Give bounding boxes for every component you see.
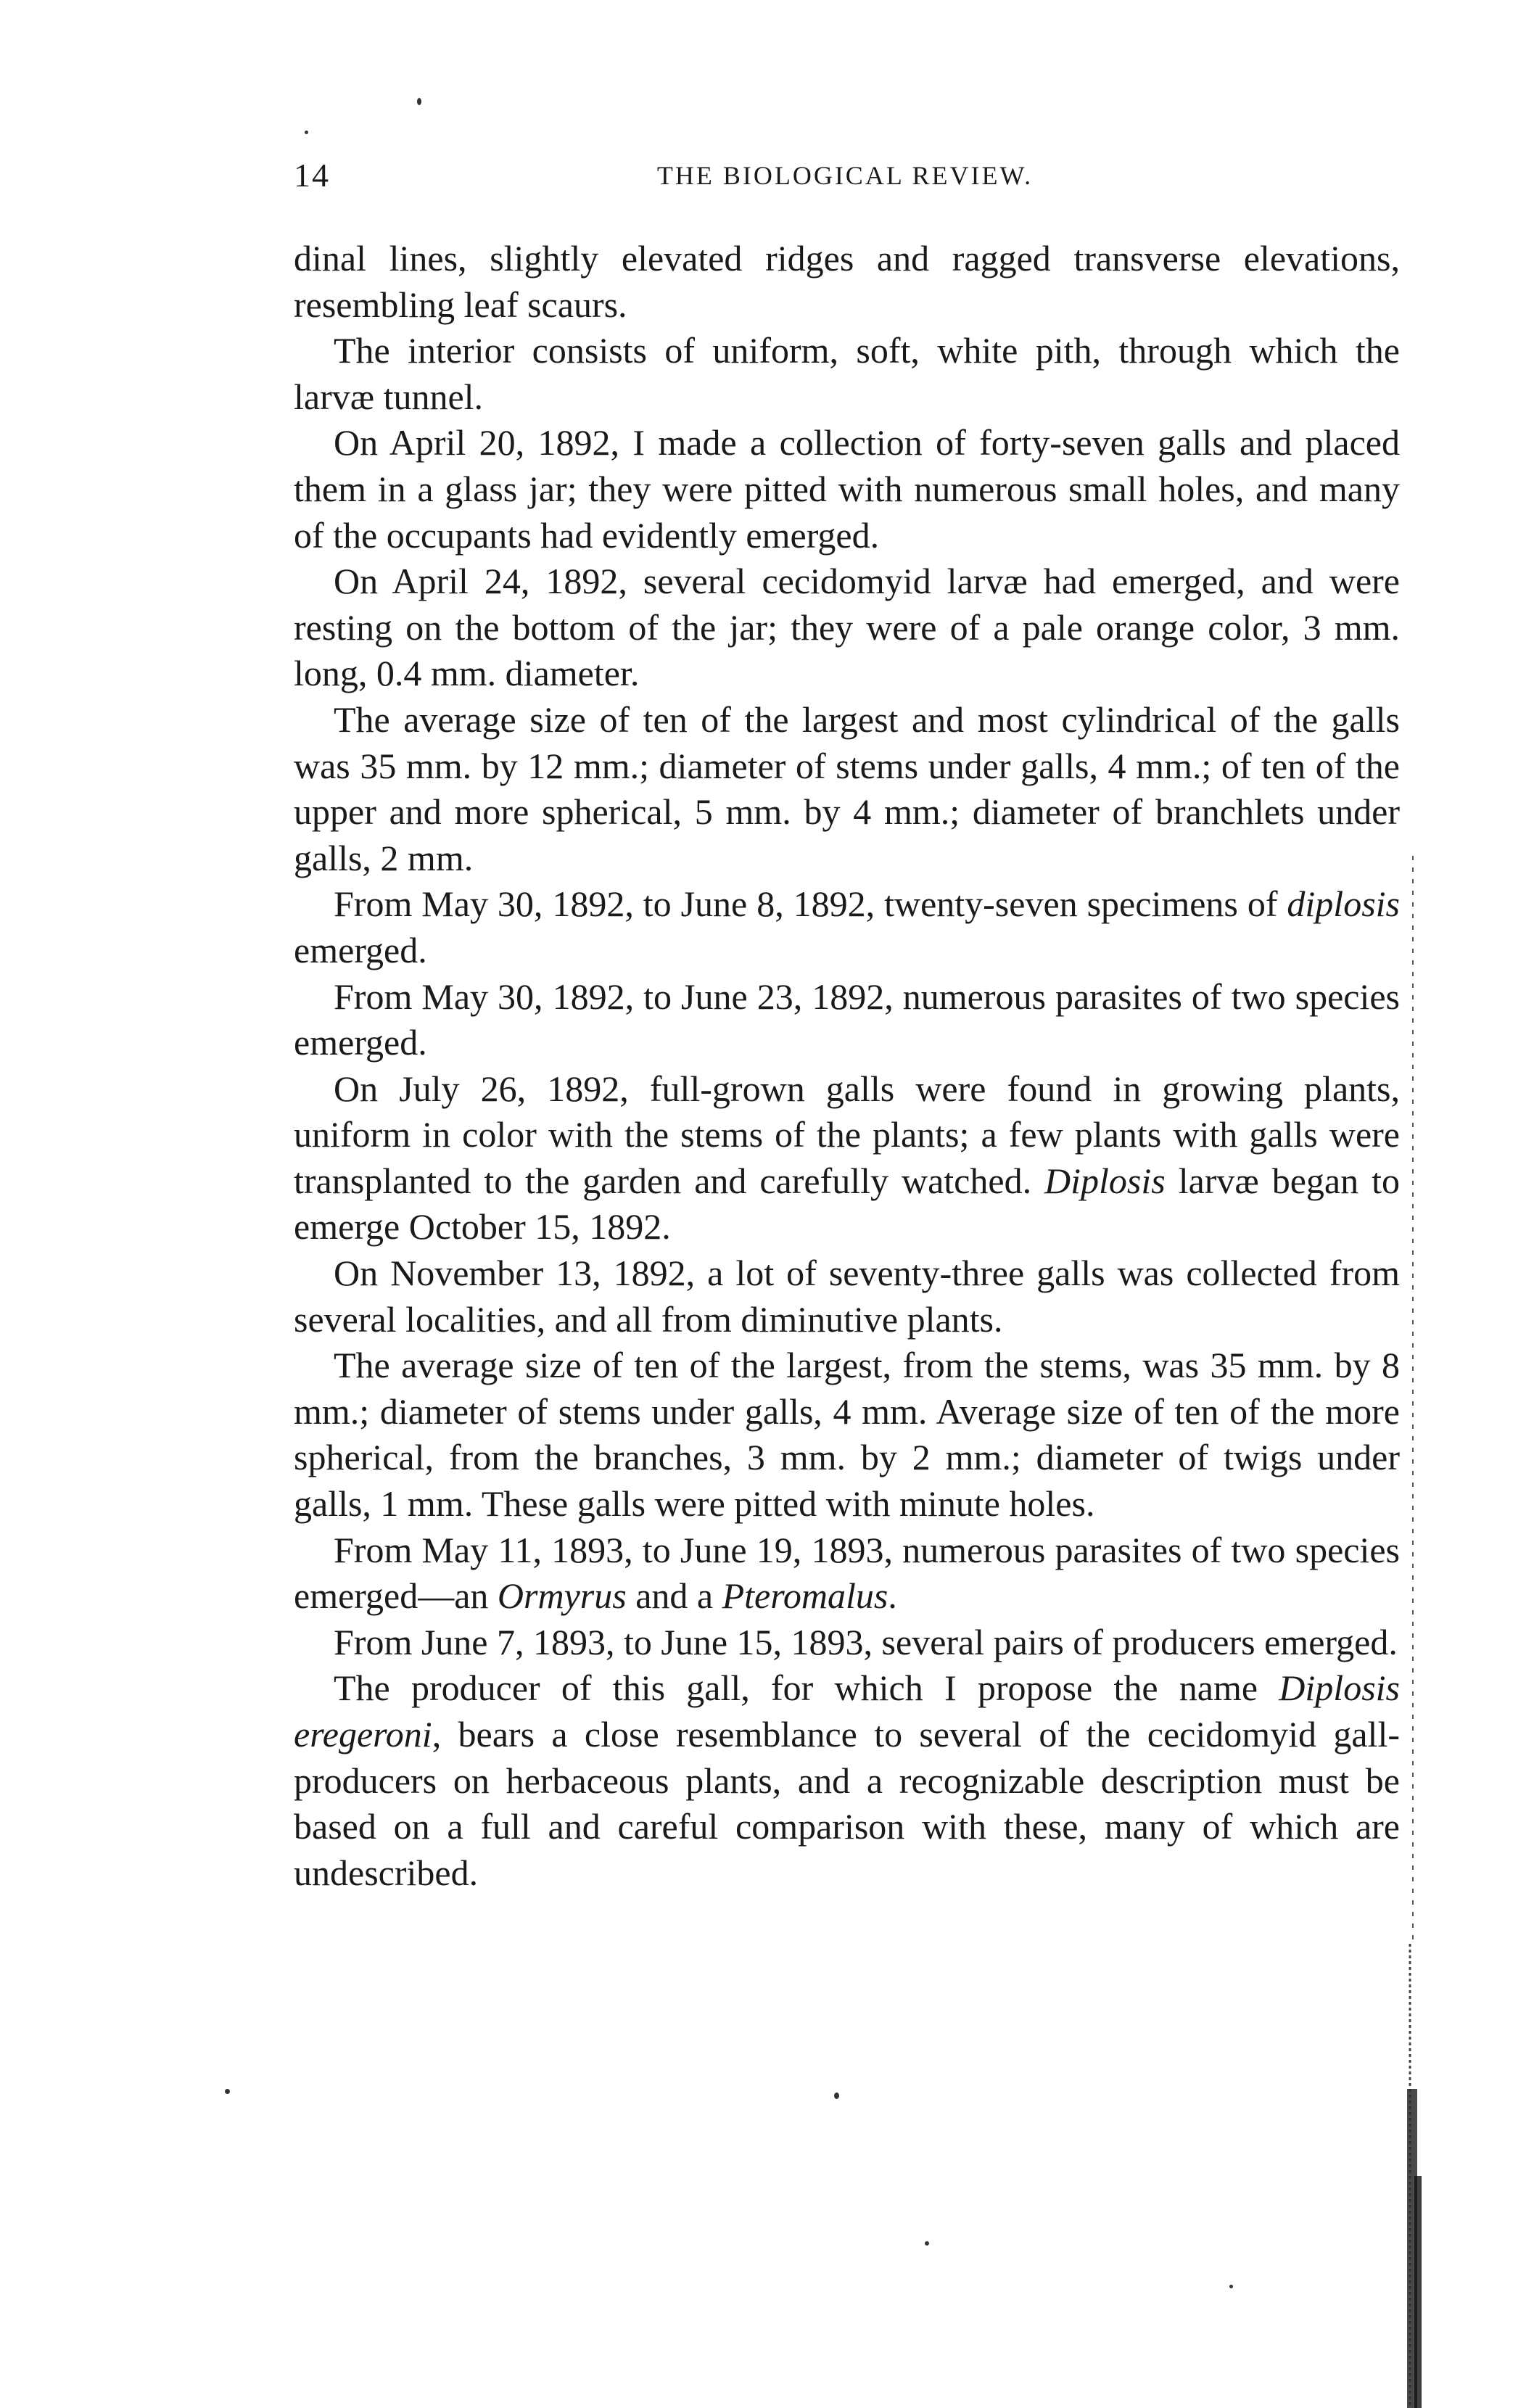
text-run: . [888,1575,897,1617]
text-run: From May 11, 1893, to June 19, 1893, numerous parasites of two species emerged—an [294,1529,1400,1617]
paragraph: From May 30, 1892, to June 23, 1892, numerous parasites of two species emerged. [294,976,1400,1063]
paragraph: On April 20, 1892, I made a collection of forty-seven galls and placed them in a glass jar; they were pitted with numerous small holes, and many of the occupants had evidently emerged. [294,422,1400,556]
paragraph: On April 24, 1892, several cecidomyid larvæ had emerged, and were resting on the bottom of the jar; they were of a pale orange color, 3 mm. long, 0.4 mm. diameter. [294,561,1400,694]
scan-speck [225,2089,230,2094]
page-number: 14 [294,157,330,194]
paragraph [294,1527,1400,1620]
text-run: , bears a close resemblance to several of the cecidomyid gall-producers on herbaceous plants, and a recognizable description must be based on a full and careful comparison with these, many of which are undescribed. [294,1714,1400,1893]
paragraph [294,1665,1400,1896]
paragraph: On November 13, 1892, a lot of seventy-three galls was collected from several localities, and all from diminutive plants. [294,1253,1400,1340]
scan-speck [925,2241,929,2246]
scan-speck [834,2092,839,2099]
body-text [294,236,1400,1896]
text-run: On July 26, 1892, full-grown galls were found in growing plants, uniform in color with the stems of the plants; a few plants with galls were transplanted to the garden and carefully watched. [294,1068,1400,1201]
scan-speck [417,98,421,105]
journal-title: THE BIOLOGICAL REVIEW. [656,161,1034,190]
text-run: emerged. [294,929,427,970]
paragraph: The average size of ten of the largest and most cylindrical of the galls was 35 mm. by 12 mm.; diameter of stems under galls, 4 mm.; of ten of the upper and more spherical, 5 mm. by 4 mm.; diameter of branchlets under galls, 2 mm. [294,698,1400,878]
genus-name: Ormyrus [497,1575,627,1617]
genus-name: Pteromalus [722,1575,888,1617]
scan-speck [1229,2285,1233,2288]
running-head [294,156,1396,199]
text-run: The producer of this gall, for which I propose the name [334,1667,1279,1709]
scan-speck [305,131,308,134]
text-run: larvæ began to emerge October 15, 1892. [294,1160,1400,1248]
text-run: From May 30, 1892, to June 8, 1892, twenty-seven specimens of [334,883,1287,925]
paragraph: dinal lines, slightly elevated ridges and ragged transverse elevations, resembling leaf scaurs. [294,238,1400,325]
genus-name: Diplosis [1044,1160,1166,1201]
paragraph: The average size of ten of the largest, from the stems, was 35 mm. by 8 mm.; diameter of stems under galls, 4 mm. Average size of ten of the more spherical, from the branches, 3 mm. by 2 mm.; diameter of twigs under galls, 1 mm. These galls were pitted with minute holes. [294,1345,1400,1525]
paragraph: From June 7, 1893, to June 15, 1893, several pairs of producers emerged. [334,1621,1398,1662]
text-run: and a [626,1575,722,1617]
paragraph [294,1066,1400,1250]
genus-name: diplosis [1287,883,1400,925]
species-name: Diplosis eregeroni [294,1667,1400,1755]
paragraph [294,881,1400,973]
paragraph: The interior consists of uniform, soft, white pith, through which the larvæ tunnel. [294,330,1400,417]
binding-shadow [1400,856,1429,2408]
